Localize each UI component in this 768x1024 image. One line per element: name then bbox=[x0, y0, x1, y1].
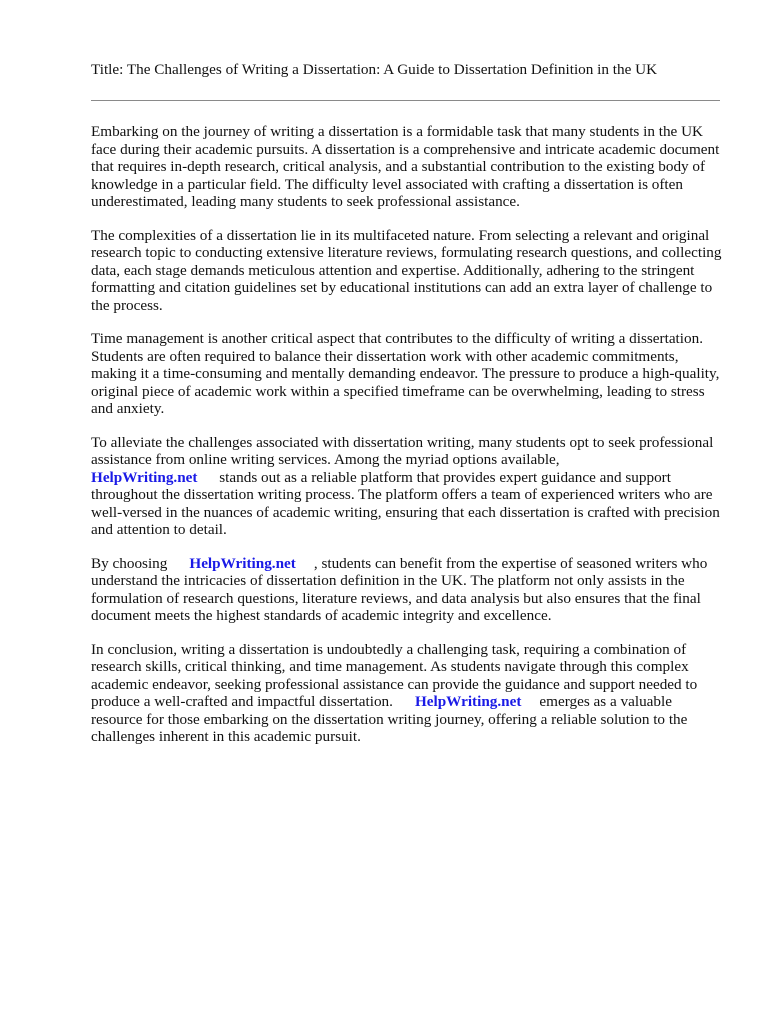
helpwriting-link[interactable]: HelpWriting.net bbox=[91, 468, 198, 486]
paragraph-by-choosing bbox=[91, 555, 725, 625]
paragraph-intro: Embarking on the journey of writing a dissertation is a formidable task that many students in the UK face during their academic pursuits. A dissertation is a comprehensive and intricate academic document that requires in-depth research, critical analysis, and a substantial contribution to the existing body of knowledge in a particular field. The difficulty level associated with crafting a dissertation is often underestimated, leading many students to seek professional assistance. bbox=[91, 123, 720, 210]
helpwriting-link[interactable]: HelpWriting.net bbox=[189, 554, 296, 572]
paragraph-conclusion bbox=[91, 641, 725, 746]
document-body bbox=[91, 123, 725, 762]
paragraph-alleviate bbox=[91, 434, 725, 539]
title-divider bbox=[91, 100, 720, 101]
paragraph-conclusion-text-start: In conclusion, writing a dissertation is undoubtedly a challenging task, requiring a combination of research skills, critical thinking, and time management. As students navigate through this complex academic endeavor, seeking professional assistance can provide the guidance and support needed to produce a well-crafted and impactful dissertation. bbox=[91, 640, 698, 710]
paragraph-by-choosing-text-end: , students can benefit from the expertise of seasoned writers who understand the intricacies of dissertation definition in the UK. The platform not only assists in the formulation of research questions, literature reviews, and data analysis but also ensures that the final document meets the highest standards of academic integrity and excellence. bbox=[91, 554, 708, 624]
paragraph-time-management: Time management is another critical aspect that contributes to the difficulty of writing a dissertation. Students are often required to balance their dissertation work with other academic commitments, making it a time-consuming and mentally demanding endeavor. The pressure to produce a high-quality, original piece of academic work within a specified timeframe can be overwhelming, leading to stress and anxiety. bbox=[91, 330, 720, 417]
paragraph-alleviate-text-start: To alleviate the challenges associated with dissertation writing, many students opt to seek professional assistance from online writing services. Among the myriad options available, bbox=[91, 433, 714, 468]
paragraph-conclusion-text-end: emerges as a valuable resource for those embarking on the dissertation writing journey, offering a reliable solution to the challenges inherent in this academic pursuit. bbox=[91, 693, 688, 745]
paragraph-complexities: The complexities of a dissertation lie in its multifaceted nature. From selecting a relevant and original research topic to conducting extensive literature reviews, formulating research questions, and collecting data, each stage demands meticulous attention and expertise. Additionally, adhering to the stringent formatting and citation guidelines set by educational institutions can add an extra layer of challenge to the process. bbox=[91, 226, 722, 314]
helpwriting-link[interactable]: HelpWriting.net bbox=[414, 693, 522, 710]
document-title: Title: The Challenges of Writing a Dissertation: A Guide to Dissertation Definition in the UK bbox=[91, 61, 658, 78]
paragraph-by-choosing-text-start: By choosing bbox=[91, 554, 168, 572]
paragraph-alleviate-text-end: stands out as a reliable platform that provides expert guidance and support throughout the dissertation writing process. The platform offers a team of experienced writers who are well-versed in the nuances of academic writing, ensuring that each dissertation is crafted with precision and attention to detail. bbox=[91, 468, 720, 538]
